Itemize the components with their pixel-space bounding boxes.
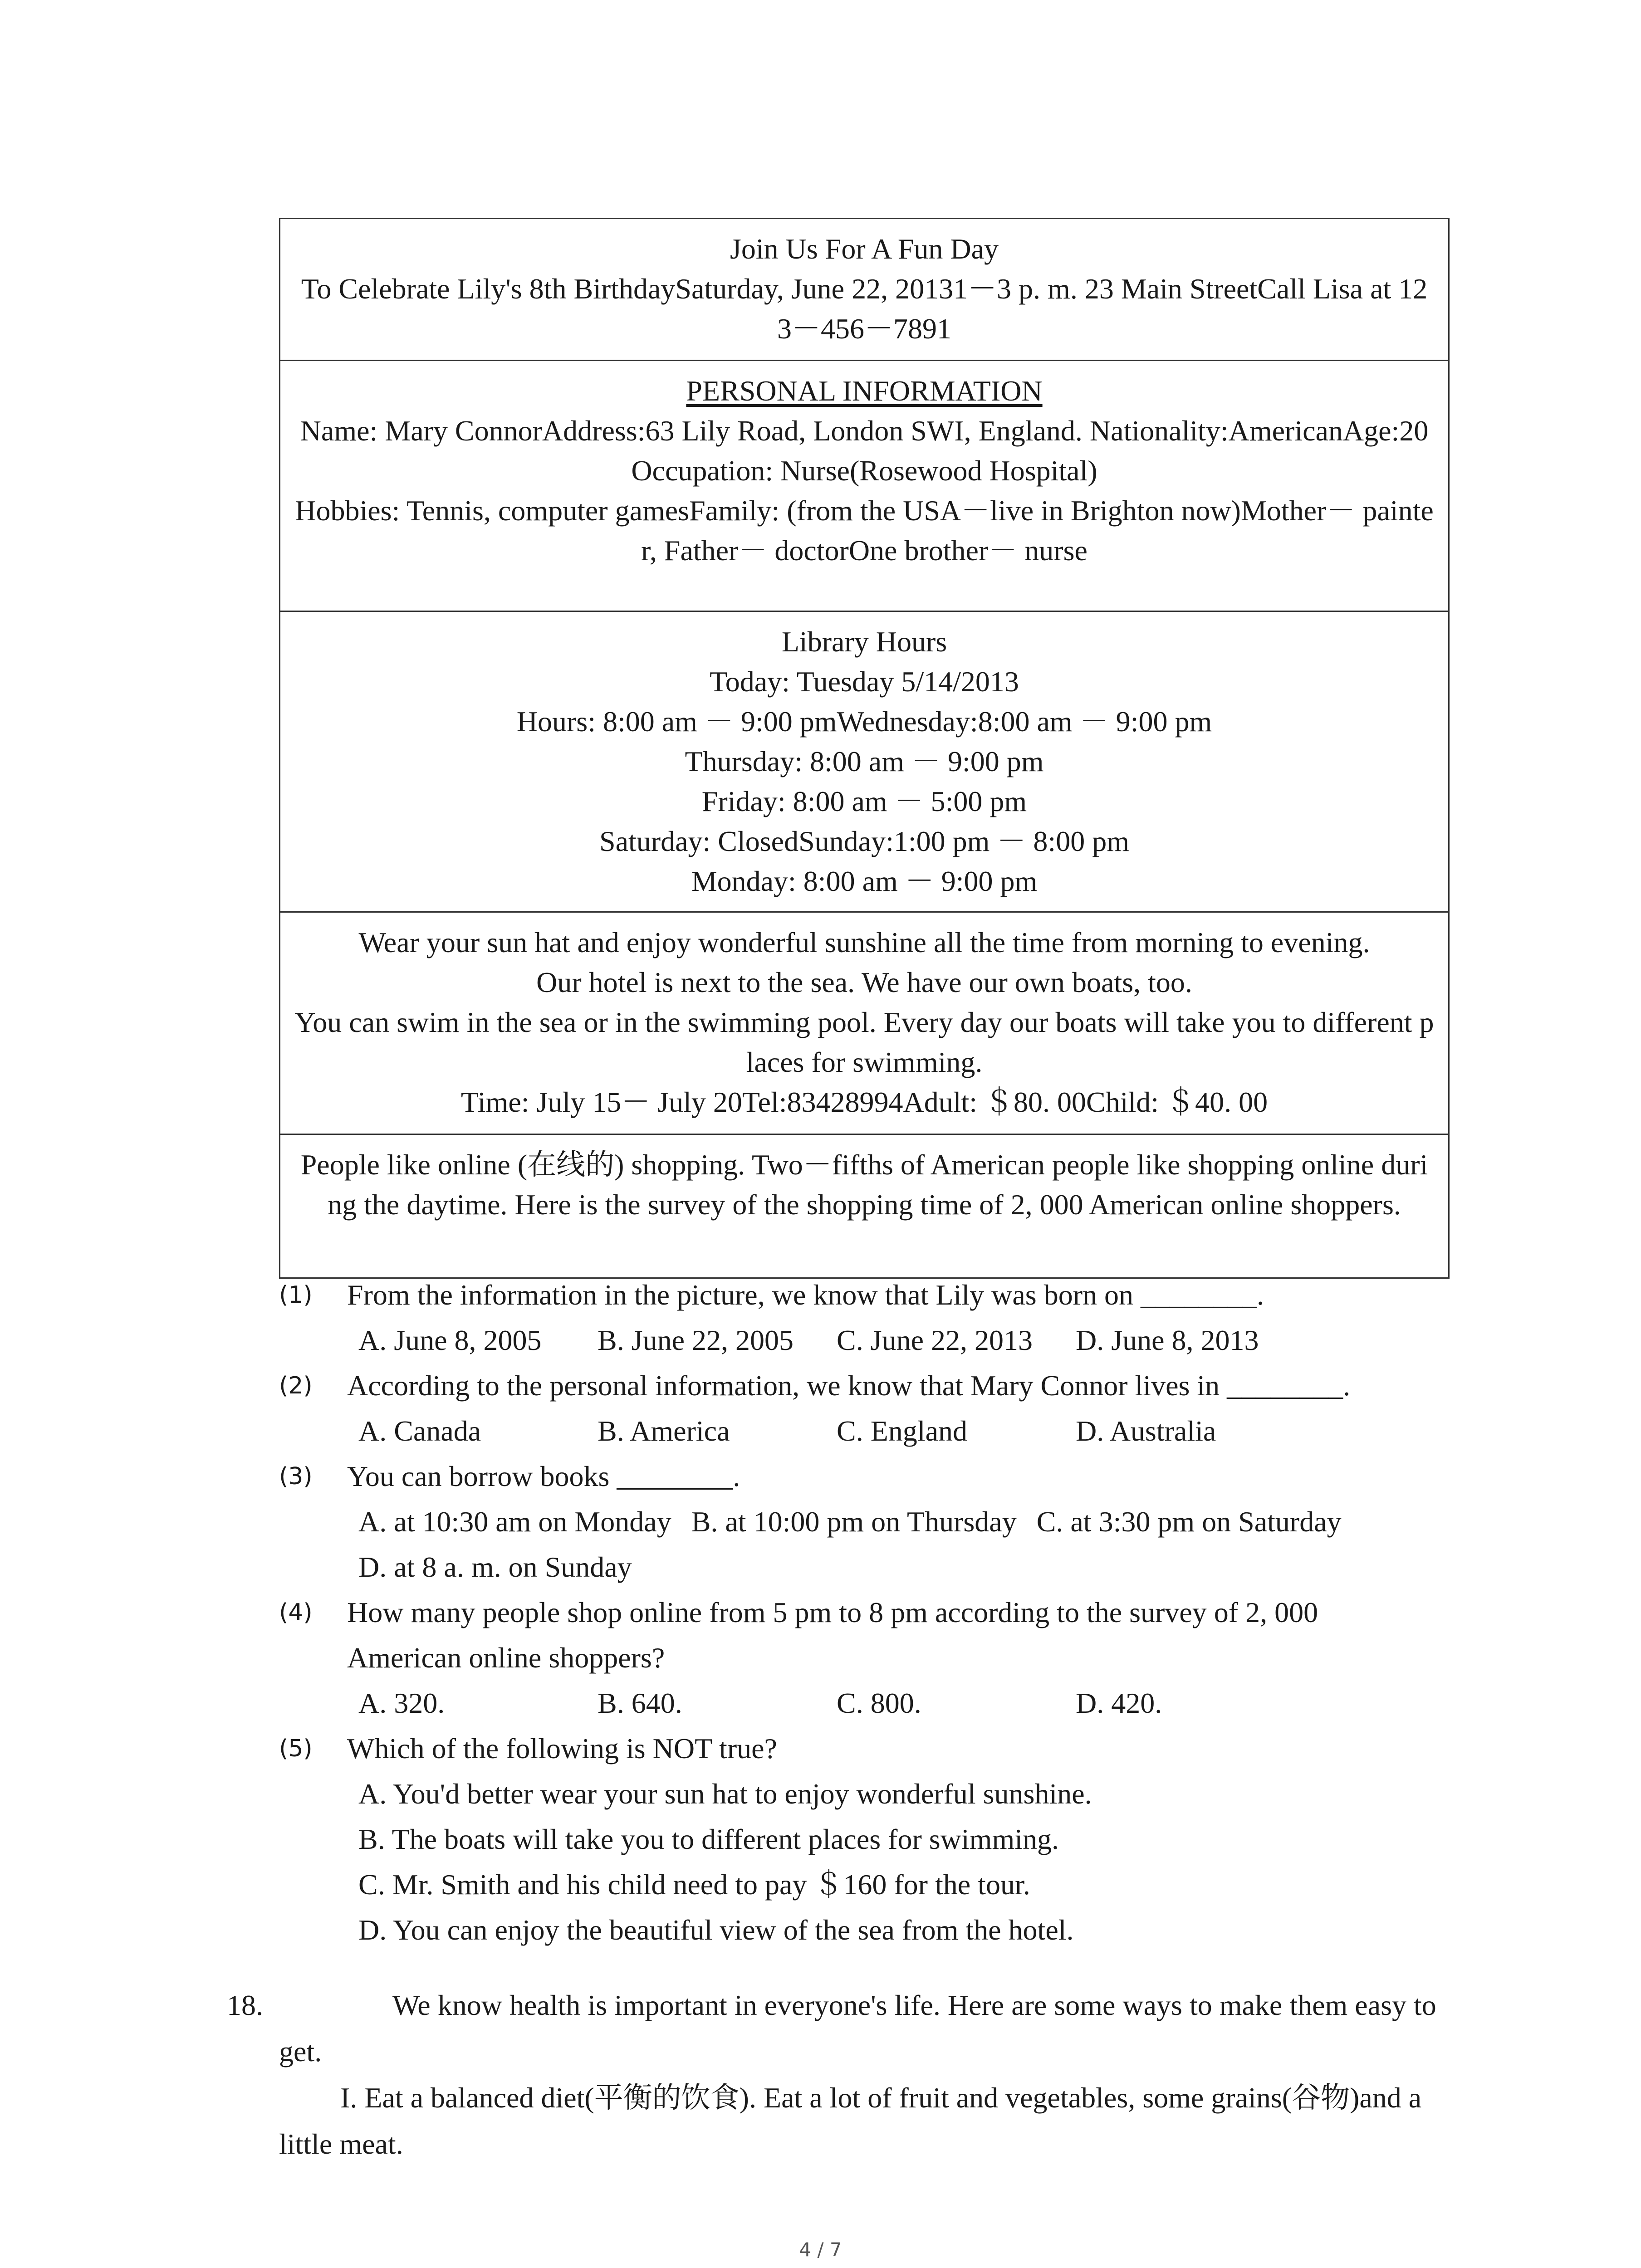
option-group bbox=[358, 1771, 1459, 1953]
option-b: B. June 22, 2005 bbox=[598, 1324, 794, 1356]
question-number: (2) bbox=[279, 1372, 313, 1399]
library-today: Today: Tuesday 5/14/2013 bbox=[710, 665, 1019, 698]
hotel-ad-line-1: Wear your sun hat and enjoy wonderful sunshine all the time from morning to evening. bbox=[358, 926, 1370, 958]
question-3 bbox=[279, 1454, 1459, 1590]
question-text: From the information in the picture, we know that Lily was born on ________. bbox=[347, 1279, 1264, 1311]
option-d: D. You can enjoy the beautiful view of the sea from the hotel. bbox=[358, 1914, 1074, 1946]
library-hours-notice bbox=[280, 611, 1448, 911]
option-c: C. 800. bbox=[837, 1687, 921, 1719]
library-title: Library Hours bbox=[781, 626, 947, 658]
reading-passage-18 bbox=[227, 1982, 1461, 2167]
question-number: (4) bbox=[279, 1599, 313, 1626]
question-list bbox=[279, 1272, 1459, 1953]
shopping-survey-notice bbox=[280, 1134, 1448, 1277]
library-hours-thursday: Thursday: 8:00 am － 9:00 pm bbox=[685, 745, 1044, 777]
library-hours-weekend: Saturday: ClosedSunday:1:00 pm － 8:00 pm bbox=[599, 825, 1129, 857]
question-number: (3) bbox=[279, 1463, 313, 1490]
question-1 bbox=[279, 1272, 1459, 1363]
hotel-ad-notice bbox=[280, 911, 1448, 1134]
notice-table bbox=[279, 218, 1450, 1279]
option-c: C. at 3:30 pm on Saturday bbox=[1036, 1505, 1342, 1538]
option-c: C. England bbox=[837, 1415, 967, 1447]
question-text: You can borrow books ________. bbox=[347, 1460, 740, 1492]
birthday-details: To Celebrate Lily's 8th BirthdaySaturday, June 22, 20131－3 p. m. 23 Main StreetCall Lisa at 123－456－7891 bbox=[301, 273, 1428, 345]
passage-number: 18. bbox=[227, 1989, 263, 2021]
option-b: B. at 10:00 pm on Thursday bbox=[691, 1505, 1017, 1538]
option-a: A. 320. bbox=[358, 1687, 445, 1719]
option-b: B. The boats will take you to different places for swimming. bbox=[358, 1823, 1059, 1855]
personal-info-name: Name: Mary ConnorAddress:63 Lily Road, London SWI, England. Nationality:AmericanAge:20 bbox=[300, 415, 1429, 447]
personal-info-occupation: Occupation: Nurse(Rosewood Hospital) bbox=[631, 455, 1097, 487]
library-hours-wednesday: Hours: 8:00 am － 9:00 pmWednesday:8:00 am － 9:00 pm bbox=[516, 705, 1212, 738]
question-number: (5) bbox=[279, 1735, 313, 1762]
question-5 bbox=[279, 1726, 1459, 1953]
question-text: Which of the following is NOT true? bbox=[347, 1732, 777, 1765]
hotel-ad-prices: Time: July 15－ July 20Tel:83428994Adult: ＄80. 00Child: ＄40. 00 bbox=[460, 1086, 1268, 1118]
option-b: B. 640. bbox=[598, 1687, 682, 1719]
option-d: D. Australia bbox=[1076, 1415, 1216, 1447]
option-a: A. You'd better wear your sun hat to enjoy wonderful sunshine. bbox=[358, 1778, 1092, 1810]
option-a: A. June 8, 2005 bbox=[358, 1324, 542, 1356]
page-number: 4 / 7 bbox=[799, 2239, 842, 2261]
option-group bbox=[358, 1681, 1459, 1726]
library-hours-monday: Monday: 8:00 am － 9:00 pm bbox=[691, 865, 1038, 897]
option-group bbox=[358, 1318, 1459, 1363]
hotel-ad-line-2: Our hotel is next to the sea. We have our own boats, too. bbox=[536, 966, 1192, 998]
option-c: C. June 22, 2013 bbox=[837, 1324, 1033, 1356]
birthday-title: Join Us For A Fun Day bbox=[730, 233, 999, 265]
question-text: According to the personal information, we know that Mary Connor lives in ________. bbox=[347, 1369, 1351, 1402]
option-b: B. America bbox=[598, 1415, 730, 1447]
personal-info-heading: PERSONAL INFORMATION bbox=[686, 375, 1043, 407]
option-a: A. Canada bbox=[358, 1415, 481, 1447]
question-2 bbox=[279, 1363, 1459, 1454]
question-4 bbox=[279, 1590, 1459, 1726]
question-number: (1) bbox=[279, 1281, 313, 1309]
option-group bbox=[358, 1499, 1459, 1590]
personal-info-notice bbox=[280, 360, 1448, 611]
option-a: A. at 10:30 am on Monday bbox=[358, 1505, 671, 1538]
birthday-notice bbox=[280, 219, 1448, 360]
option-group bbox=[358, 1408, 1459, 1454]
hotel-ad-line-3: You can swim in the sea or in the swimming pool. Every day our boats will take you to different places for swimming. bbox=[294, 1006, 1434, 1078]
passage-paragraph-1: I. Eat a balanced diet(平衡的饮食). Eat a lot of fruit and vegetables, some grains(谷物)and a little meat. bbox=[279, 2082, 1422, 2160]
passage-intro: We know health is important in everyone's life. Here are some ways to make them easy to get. bbox=[279, 1989, 1436, 2068]
shopping-survey-text: People like online (在线的) shopping. Two－fifths of American people like shopping online during the daytime. Here is the survey of the shopping time of 2, 000 American online shoppers. bbox=[300, 1149, 1428, 1221]
question-text: How many people shop online from 5 pm to 8 pm according to the survey of 2, 000 American online shoppers? bbox=[347, 1596, 1318, 1674]
personal-info-hobbies: Hobbies: Tennis, computer gamesFamily: (from the USA－live in Brighton now)Mother－ painter, Father－ doctorOne brother－ nurse bbox=[295, 494, 1434, 567]
option-d: D. at 8 a. m. on Sunday bbox=[358, 1551, 632, 1583]
option-c: C. Mr. Smith and his child need to pay ＄160 for the tour. bbox=[358, 1868, 1030, 1901]
library-hours-friday: Friday: 8:00 am － 5:00 pm bbox=[701, 785, 1027, 817]
option-d: D. June 8, 2013 bbox=[1076, 1324, 1259, 1356]
option-d: D. 420. bbox=[1076, 1687, 1162, 1719]
